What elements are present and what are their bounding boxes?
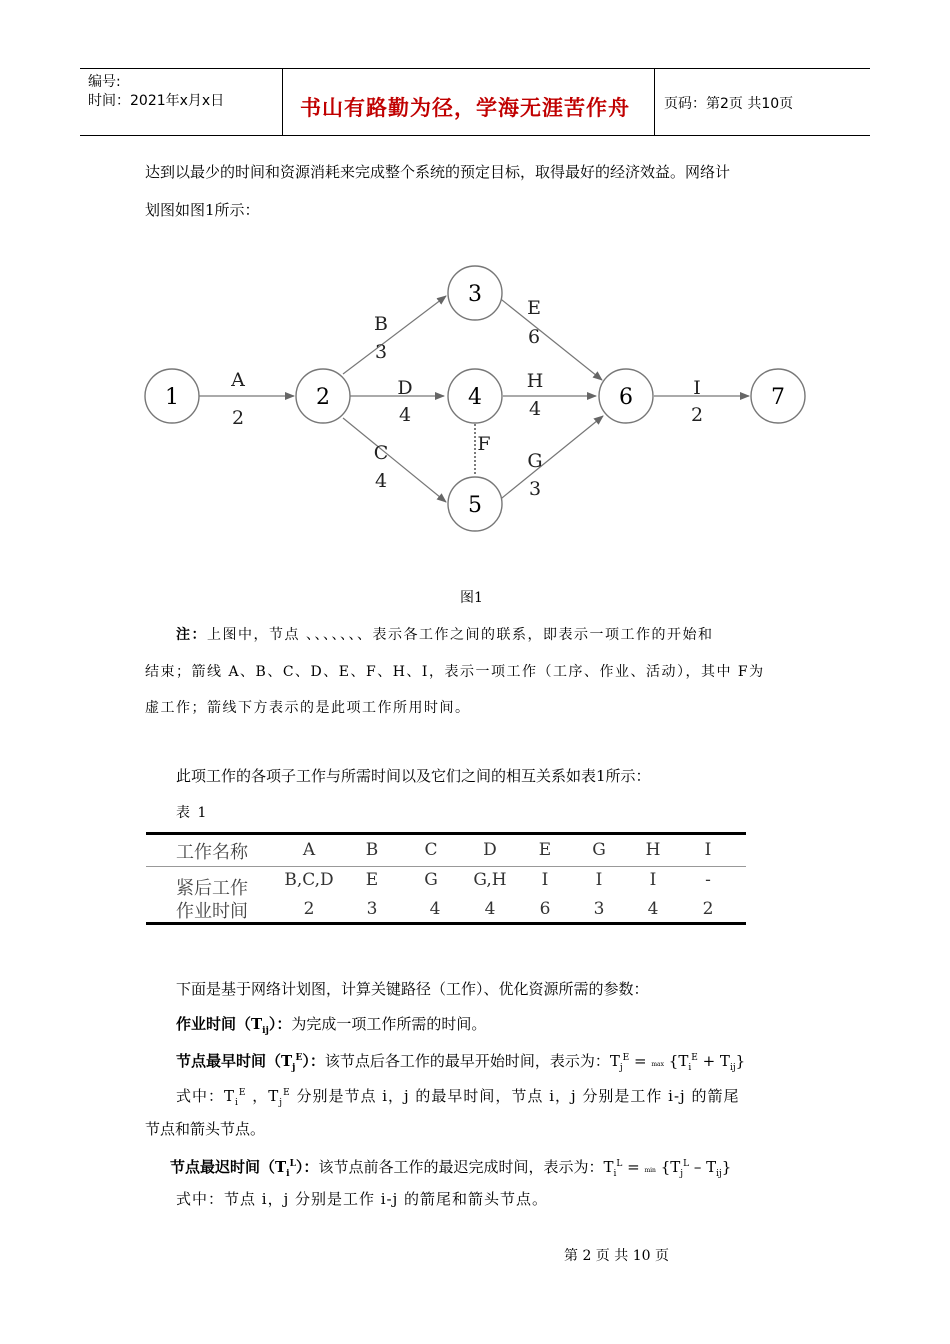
table-cell: E xyxy=(538,840,552,860)
table-cell: D xyxy=(483,840,497,860)
param-2-explain-b: ，T xyxy=(252,1087,280,1105)
param-3-text: 该节点前各工作的最迟完成时间，表示为：T xyxy=(318,1158,614,1176)
intro-line-2: 划图如图1所示： xyxy=(145,201,260,219)
param-3-formula-sub2: ij xyxy=(716,1169,722,1179)
param-operation-time xyxy=(176,1014,486,1041)
edge-F-name: F xyxy=(477,433,491,455)
param-3-title: 节点最迟时间（T xyxy=(170,1158,287,1176)
edge-E-time: 6 xyxy=(527,326,541,348)
table-cell: 2 xyxy=(303,899,315,919)
param-2-max: max xyxy=(651,1061,664,1068)
table-caption: 表 1 xyxy=(176,805,208,821)
table-cell: B xyxy=(365,840,379,860)
edge-A-name: A xyxy=(231,369,245,391)
param-2-formula-eq: = xyxy=(634,1052,652,1070)
edge-A-time: 2 xyxy=(231,407,245,429)
edge-H-time: 4 xyxy=(528,398,542,420)
edge-B-time: 3 xyxy=(374,341,388,363)
param-3-sub: i xyxy=(286,1169,290,1179)
node-5-label: 5 xyxy=(468,493,482,518)
param-earliest-time: 节点最早时间$(T_j^E)$：该节点后各工作的最早开始时间，表示为：$T_j^E = \max \{T_i^E + T_{ij}\}$ xyxy=(176,1052,746,1073)
table-cell: 6 xyxy=(539,899,551,919)
edge-C-arrow xyxy=(343,418,446,502)
param-3-formula-sub: i xyxy=(613,1169,617,1179)
note-line-3: 虚工作；箭线下方表示的是此项工作所用时间。 xyxy=(145,700,471,716)
figure-caption: 图1 xyxy=(460,590,483,606)
table-cell: I xyxy=(541,870,549,890)
node-4-label: 4 xyxy=(468,385,482,410)
table-cell: 3 xyxy=(593,899,605,919)
param-3-explain: 式中：节点 i，j 分别是工作 i-j 的箭尾和箭头节点。 xyxy=(176,1190,549,1208)
param-3-formula-eq: = xyxy=(627,1158,645,1176)
edge-I-name: I xyxy=(693,377,701,399)
doc-number-label: 编号: xyxy=(88,74,121,90)
param-3-formula-sup2: L xyxy=(683,1159,690,1169)
param-2-formula-sup: E xyxy=(622,1053,630,1063)
node-6-label: 6 xyxy=(619,385,633,410)
table-cell: - xyxy=(705,870,711,890)
edge-B-name: B xyxy=(374,313,388,335)
param-1-sub: ij xyxy=(262,1026,269,1036)
param-3-formula-open: {T xyxy=(660,1158,681,1176)
edge-H-name: H xyxy=(526,370,544,392)
param-1-text: 为完成一项工作所需的时间。 xyxy=(291,1015,487,1033)
table-mid-rule xyxy=(146,866,746,867)
node-1-label: 1 xyxy=(165,385,179,410)
param-3-formula-close: } xyxy=(721,1158,732,1176)
table-cell: 4 xyxy=(484,899,496,919)
table-cell: G xyxy=(592,840,606,860)
edge-E-arrow xyxy=(497,296,602,380)
table-cell: I xyxy=(704,840,712,860)
param-2-explain-sup-a: E xyxy=(238,1088,247,1098)
row-label-successor: 紧后工作 xyxy=(176,878,248,899)
param-2-formula-close: } xyxy=(735,1052,746,1070)
table-cell: 3 xyxy=(366,899,378,919)
table-cell: E xyxy=(365,870,379,890)
table-cell: B,C,D xyxy=(284,870,334,890)
param-2-explain-line-2: 节点和箭头节点。 xyxy=(145,1120,266,1138)
param-2-explain-a: 式中：T xyxy=(176,1087,236,1105)
param-latest-time: 节点最迟时间$(T_i^L)$：该节点前各工作的最迟完成时间，表示为：$T_i^L = \min \{T_j^L - T_{ij}\}$ xyxy=(170,1158,732,1179)
edge-G-time: 3 xyxy=(528,478,542,500)
param-3-formula-tail: – T xyxy=(693,1158,717,1176)
param-2-title: 节点最早时间（T xyxy=(176,1052,293,1070)
param-2-sup: E xyxy=(295,1053,303,1063)
table-cell: 2 xyxy=(702,899,714,919)
param-3-sup: L xyxy=(289,1159,296,1169)
param-2-formula-sup2: E xyxy=(691,1053,698,1063)
note-line-2: 结束；箭线 A、B、C、D、E、F、H、I，表示一项工作（工序、作业、活动），其中 F为 xyxy=(145,664,765,680)
row-label-name: 工作名称 xyxy=(176,842,248,863)
table-cell: I xyxy=(595,870,603,890)
node-7-label: 7 xyxy=(771,385,785,410)
network-diagram xyxy=(0,0,950,600)
param-2-sub: j xyxy=(292,1063,296,1073)
table-cell: G,H xyxy=(473,870,507,890)
page-footer: 第 2 页 共 10 页 xyxy=(564,1248,669,1264)
param-3-min: min xyxy=(644,1167,656,1174)
param-2-explain-c: 分别是节点 i，j 的最早时间，节点 i，j 分别是工作 i-j 的箭尾 xyxy=(296,1087,740,1105)
edge-B-arrow xyxy=(343,296,446,374)
note-text-1: 上图中，节点 、、、、、、、表示各工作之间的联系，即表示一项工作的开始和 xyxy=(207,627,714,643)
table-cell: 4 xyxy=(429,899,441,919)
node-3-label: 3 xyxy=(468,282,482,307)
table-intro: 此项工作的各项子工作与所需时间以及它们之间的相互关系如表1所示： xyxy=(176,767,651,785)
table-cell: H xyxy=(645,840,661,860)
intro-line-1: 达到以最少的时间和资源消耗来完成整个系统的预定目标，取得最好的经济效益。网络计 xyxy=(145,163,731,181)
param-2-text: 该节点后各工作的最早开始时间，表示为：T xyxy=(324,1052,620,1070)
edge-C-time: 4 xyxy=(374,470,388,492)
table-cell: I xyxy=(649,870,657,890)
doc-date-label: 时间：2021年x月x日 xyxy=(88,93,225,109)
params-intro: 下面是基于网络计划图，计算关键路径（工作）、优化资源所需的参数： xyxy=(176,980,649,998)
param-2-explain-sup-b: E xyxy=(283,1088,291,1098)
table-cell: 4 xyxy=(647,899,659,919)
header-motto: 书山有路勤为径，学海无涯苦作舟 xyxy=(300,96,630,120)
edge-D-time: 4 xyxy=(398,404,412,426)
note-lead: 注： xyxy=(176,627,207,643)
note-line-1 xyxy=(176,624,713,644)
param-2-title-end: ）： xyxy=(302,1052,325,1070)
param-2-explain-line: 式中：$T_i^E$ ，$T_j^E$ 分别是节点 i，j 的最早时间，节点 i，j 分别是工作 i-j 的箭尾 xyxy=(176,1087,740,1108)
param-1-title: 作业时间（T xyxy=(176,1015,263,1033)
table-cell: A xyxy=(302,840,316,860)
page-indicator: 页码：第2页 共10页 xyxy=(664,96,794,112)
edge-I-time: 2 xyxy=(690,404,704,426)
row-label-time: 作业时间 xyxy=(176,901,248,922)
edge-G-arrow xyxy=(497,416,603,502)
param-2-formula-tail: + T xyxy=(702,1052,730,1070)
param-2-formula-open: {T xyxy=(668,1052,689,1070)
edge-C-name: C xyxy=(373,442,389,464)
table-cell: G xyxy=(424,870,438,890)
table-cell: C xyxy=(424,840,438,860)
param-2-formula-sub: j xyxy=(619,1063,623,1073)
edge-G-name: G xyxy=(527,450,543,472)
param-1-title-end: ）： xyxy=(268,1015,292,1033)
param-3-title-end: ）： xyxy=(295,1158,319,1176)
node-2-label: 2 xyxy=(316,385,330,410)
table-top-rule xyxy=(146,832,746,835)
param-2-formula-sub2: ij xyxy=(729,1063,736,1073)
edge-E-name: E xyxy=(527,297,541,319)
edge-D-name: D xyxy=(397,377,413,399)
param-3-formula-sup: L xyxy=(616,1159,623,1169)
